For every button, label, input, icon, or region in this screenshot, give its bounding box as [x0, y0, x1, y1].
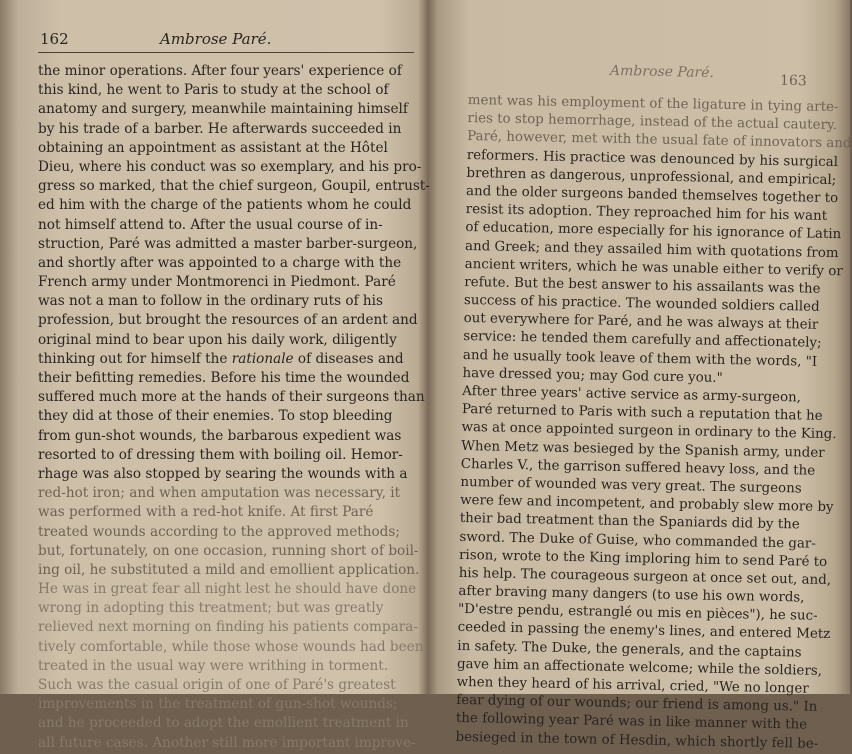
text-line: rison, wrote to the King imploring him to send Paré to [458, 547, 828, 570]
text-line: relieved next morning on finding his patients compara- [38, 619, 418, 636]
text-line: thinking out for himself the rationale of diseases and [38, 350, 404, 367]
text-line: when they heard of his arrival, cried, "We no longer [456, 674, 809, 697]
text-line: ment was his employment of the ligature in tying arte- [467, 92, 839, 116]
text-line: brethren as dangerous, unprofessional, and empirical; [466, 165, 837, 188]
text-line: Paré, however, met with the usual fate of innovators and [466, 129, 852, 152]
text-line: and the older surgeons banded themselves together to [465, 183, 839, 207]
text-line: his help. The courageous surgeon at once set out, and, [458, 565, 832, 588]
text-line: have dressed you; may God cure you." [462, 365, 723, 386]
text-line: fear dying of our wounds; our friend is among us." In [456, 693, 818, 716]
text-line: After three years' active service as army-surgeon, [462, 383, 802, 406]
text-line: in safety. The Duke, the generals, and the captains [457, 638, 802, 661]
text-line: obtaining an appointment as assistant at the Hôtel [38, 139, 388, 156]
text-line: service: he tended them carefully and affectionately; [463, 329, 822, 352]
text-line: reformers. His practice was denounced by his surgical [466, 147, 839, 170]
text-line: the following year Paré was in like manner with the [455, 711, 808, 733]
text-line: resist its adoption. They reproached him for his want [465, 202, 828, 225]
text-line: sword. The Duke of Guise, who commanded the gar- [459, 529, 816, 552]
text-line: improvements in the treatment of gun-shot wounds; [38, 696, 398, 713]
text-line: and he proceeded to adopt the emollient treatment in [38, 715, 409, 732]
text-line: treated wounds according to the approved methods; [38, 523, 400, 540]
text-line: was performed with a red-hot knife. At first Paré [38, 504, 374, 521]
text-line: Such was the casual origin of one of Paré's greatest [38, 677, 396, 693]
left-page [20, 0, 430, 751]
text-line: this kind, he went to Paris to study at the school of [38, 82, 389, 99]
text-line: wrong in adopting this treatment; but was greatly [38, 600, 384, 617]
running-head: Ambrose Paré. [609, 62, 715, 82]
text-line: When Metz was besieged by the Spanish army, under [461, 438, 825, 461]
text-line: they did at those of their enemies. To stop bleeding [38, 408, 393, 425]
text-line: gave him an affectionate welcome; while the soldiers, [456, 656, 823, 679]
text-line: by his trade of a barber. He afterwards succeeded in [38, 120, 402, 137]
text-line: ceeded in passing the enemy's lines, and entered Metz [457, 620, 831, 643]
text-line: was at once appointed surgeon in ordinary to the King. [461, 420, 837, 443]
text-line: ed him with the charge of the patients whom he could [38, 197, 412, 214]
text-body [455, 92, 852, 754]
text-line: red-hot iron; and when amputation was necessary, it [38, 485, 401, 502]
page-number: 163 [779, 72, 807, 90]
running-head: Ambrose Paré. [160, 30, 272, 48]
text-line: Paré returned to Paris with such a reputation that he [461, 402, 823, 425]
text-line: suffered much more at the hands of their surgeons than [38, 389, 425, 406]
text-line: and shortly after was appointed to a charge with the [38, 254, 402, 271]
text-line: number of wounded was very great. The surgeons [460, 474, 802, 497]
text-line: refute. But the best answer to his assailants was the [464, 274, 821, 297]
text-line: their befitting remedies. Before his time the wounded [38, 370, 410, 386]
text-line: out everywhere for Paré, and he was always at their [463, 311, 819, 334]
text-line: profession, but brought the resources of an ardent and [38, 312, 418, 329]
text-line: anatomy and surgery, meanwhile maintaining himself [38, 101, 408, 118]
text-line: from gun-shot wounds, the barbarous expedient was [38, 427, 402, 444]
text-line: Charles V., the garrison suffered heavy loss, and the [460, 456, 816, 479]
text-line: gress so marked, that the chief surgeon, Goupil, entrust- [38, 178, 430, 195]
text-line: were few and incompetent, and probably slew more by [460, 493, 834, 516]
text-line: success of his practice. The wounded soldiers called [463, 293, 820, 315]
text-line: Dieu, where his conduct was so exemplary, and his pro- [38, 158, 422, 175]
text-line: French army under Montmorenci in Piedmont. Paré [38, 274, 396, 291]
text-line: was not a man to follow in the ordinary ruts of his [38, 293, 384, 310]
text-line: their bad treatment than the Spaniards did by the [459, 511, 800, 533]
text-line: resorted to of dressing them with boiling oil. Hemor- [38, 446, 403, 463]
text-line: the minor operations. After four years' experience of [38, 63, 402, 79]
text-line: after braving many dangers (to use his own words, [458, 583, 805, 606]
text-line: ing oil, he substituted a mild and emollient application. [38, 561, 420, 578]
text-line: and he usually took leave of them with the words, "I [462, 347, 818, 370]
text-line: all future cases. Another still more important improve- [38, 734, 416, 751]
text-line: He was in great fear all night lest he should have done [38, 581, 417, 598]
text-line: treated in the usual way were writhing in torment. [38, 657, 389, 674]
text-line: ancient writers, which he was unable either to verify or [464, 256, 843, 279]
text-line: struction, Paré was admitted a master barber-surgeon, [38, 235, 418, 252]
text-line: besieged in the town of Hesdin, which shortly fell be- [455, 729, 819, 752]
text-line: not himself attend to. After the usual course of in- [38, 216, 383, 233]
text-line: and Greek; and they assailed him with quotations from [464, 238, 839, 261]
text-line: rhage was also stopped by searing the wounds with a [38, 465, 408, 482]
text-line: "D'estre pendu, estranglé ou mis en pièces"), he suc- [457, 602, 818, 625]
text-line: ries to stop hemorrhage, instead of the actual cautery. [467, 111, 838, 134]
page-number: 162 [40, 30, 69, 48]
text-line: tively comfortable, while those whose wounds had been [38, 638, 424, 655]
text-body [38, 62, 430, 753]
text-line: of education, more especially for his ignorance of Latin [465, 220, 842, 243]
text-line: but, fortunately, on one occasion, running short of boil- [38, 542, 419, 559]
header-rule [38, 52, 414, 53]
right-page [440, 0, 852, 752]
text-line: original mind to bear upon his daily work, diligently [38, 331, 397, 348]
